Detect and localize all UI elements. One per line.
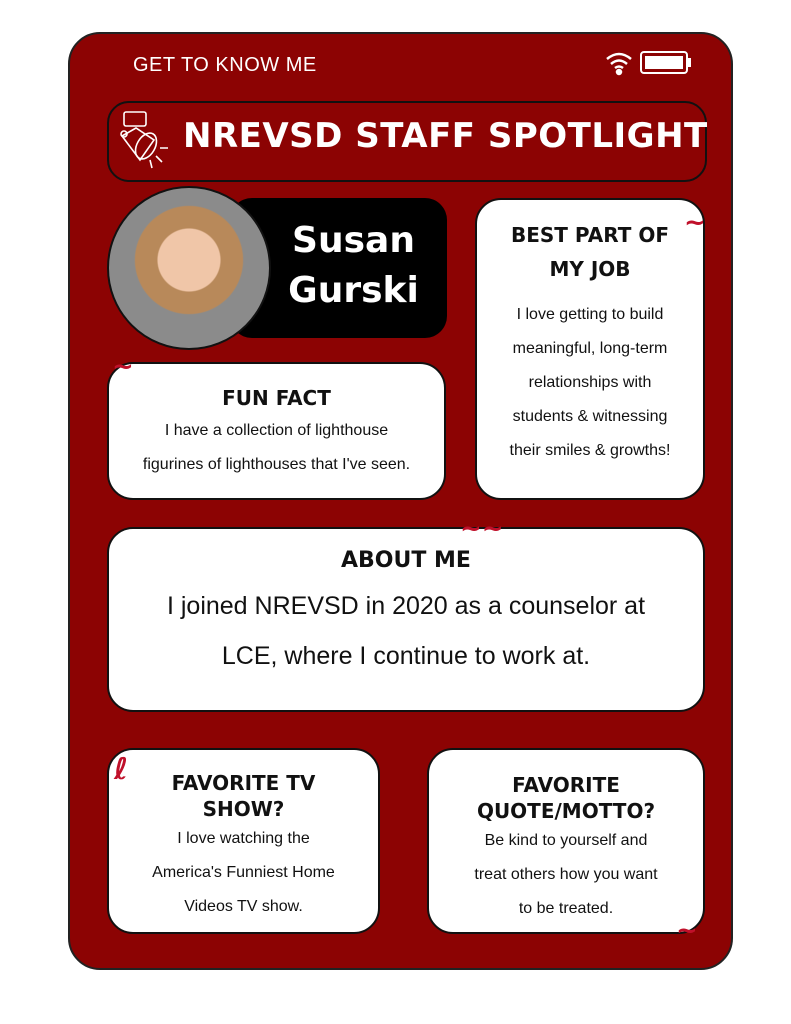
quote-card [427, 748, 705, 934]
about-card [107, 527, 705, 712]
about-heading: ABOUT ME [341, 548, 471, 573]
about-line: LCE, where I continue to work at. [221, 642, 591, 670]
last-name: Gurski [288, 270, 419, 311]
spotlight-icon [118, 110, 178, 170]
wifi-icon [607, 54, 631, 74]
fun-fact-line: figurines of lighthouses that I've seen. [142, 456, 411, 473]
tv-heading: FAVORITE TV [171, 771, 316, 795]
quote-heading: FAVORITE [512, 773, 620, 797]
status-icons [604, 50, 694, 76]
best-part-line: meaningful, long-term [512, 340, 668, 357]
tv-card [107, 748, 380, 934]
best-part-line: relationships with [528, 374, 652, 391]
squiggle-decoration: ℓ [114, 752, 129, 787]
tv-line: I love watching the [177, 830, 310, 847]
page-title: NREVSD STAFF SPOTLIGHT [183, 116, 708, 156]
best-part-heading: BEST PART OF MY JOB [511, 223, 669, 281]
tv-heading: SHOW? [202, 797, 285, 821]
tv-line: Videos TV show. [184, 898, 303, 915]
squiggle-decoration: ~ [112, 352, 134, 382]
about-line: I joined NREVSD in 2020 as a counselor at [166, 592, 646, 620]
quote-line: treat others how you want [474, 866, 658, 883]
squiggle-decoration: ~~ [460, 514, 504, 544]
squiggle-decoration: ~ [684, 208, 706, 238]
squiggle-decoration: ~ [676, 916, 698, 946]
best-part-card [475, 198, 705, 500]
tv-line: America's Funniest Home [152, 864, 335, 881]
fun-fact-card [107, 362, 446, 500]
quote-heading: QUOTE/MOTTO? [476, 799, 656, 823]
fun-fact-heading: FUN FACT [222, 386, 331, 410]
status-label: GET TO KNOW ME [133, 54, 317, 76]
quote-line: Be kind to yourself and [484, 832, 648, 849]
battery-icon [641, 52, 691, 73]
best-part-line: their smiles & growths! [509, 442, 671, 459]
quote-line: to be treated. [518, 900, 614, 917]
first-name: Susan [292, 220, 415, 261]
best-part-line: students & witnessing [512, 408, 668, 425]
profile-photo [107, 186, 271, 350]
best-part-line: I love getting to build [516, 306, 664, 323]
fun-fact-line: I have a collection of lighthouse [164, 422, 389, 439]
